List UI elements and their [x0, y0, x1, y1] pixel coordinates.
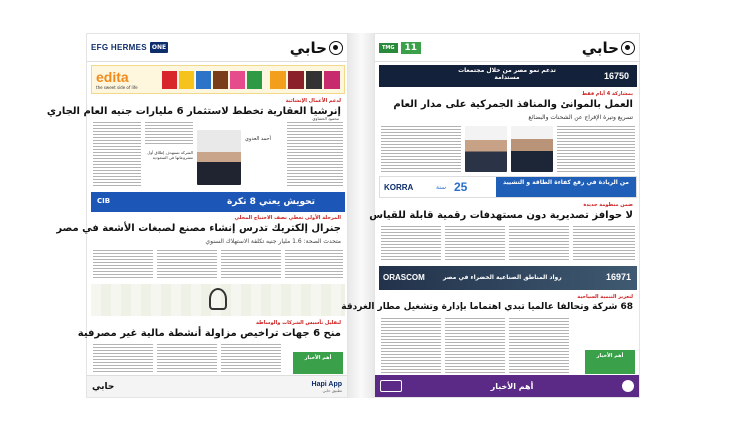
- right-green-box: أهم الأخبار: [585, 350, 635, 374]
- story2-column-1: [93, 250, 153, 280]
- seal-icon-right: [621, 41, 635, 55]
- story3-column-1: [93, 344, 153, 374]
- r-story1-photo-a: [465, 126, 507, 172]
- story3-column-3: [221, 344, 281, 374]
- story1-caption-b: الشركة تستهدف إطلاق أول مشروعاتها في السعودية: [147, 150, 193, 160]
- hapi-app-title: Hapi App: [311, 380, 342, 388]
- korra-ad: [379, 176, 637, 198]
- r-story1-column-2: [557, 126, 635, 172]
- madinaty-hotline: 16750: [603, 71, 629, 81]
- paper-logo-text-right: حابي: [581, 38, 619, 57]
- issue-number: 11: [401, 42, 422, 54]
- cib-ad-text: تحويش يعني 8 تكرة: [226, 197, 315, 207]
- r-story1-photo-b: [511, 126, 553, 172]
- story1-caption-a: أحمد العدوي: [245, 136, 271, 142]
- r-story2-column-3: [509, 226, 569, 262]
- r-story3-column-3: [509, 318, 569, 374]
- korra-years: 25: [454, 180, 468, 194]
- hapi-app-note: تطبيق حابي: [322, 387, 342, 393]
- paper-logo-right: [582, 39, 635, 57]
- story2-column-2: [157, 250, 217, 280]
- cib-logo: CIB: [97, 197, 111, 205]
- r-story3-headline: 68 شركة وتحالفا عالميا تبدي اهتماما بإدارة وتشغيل مطار الغردقة: [341, 302, 633, 312]
- madinaty-ad: [379, 65, 637, 87]
- story2-subtitle: متحدث الصحة: 1.6 مليار جنيه تكلفة الاستهلاك السنوي: [205, 238, 341, 245]
- edita-products: [162, 71, 262, 89]
- orascom-ad-text: رواد المناطق الصناعية الخضراء في مصر: [443, 274, 562, 281]
- story1-column-2: [145, 122, 193, 146]
- router-icon: [380, 380, 402, 392]
- edita-ad: [91, 65, 345, 94]
- r-story1-subtitle: تسريع وتيرة الإفراج عن الشحنات والبضائع: [528, 114, 633, 121]
- cib-ad: [91, 192, 345, 212]
- newspaper-spread: [46, 33, 640, 398]
- edita-slogan: the sweet side of life: [96, 85, 138, 90]
- efg-hermes-logo: [91, 42, 168, 53]
- right-footer-text: أهم الأخبار: [490, 381, 534, 391]
- story1-kicker: لدعم الأعمال الإنشائية: [285, 98, 341, 104]
- story2-headline: جنرال إلكتريك تدرس إنشاء مصنع لصبغات الأشعة في مصر: [56, 223, 341, 234]
- story1-photo: [197, 130, 241, 185]
- edita-brand: edita: [96, 69, 129, 85]
- r-story2-column-4: [573, 226, 635, 262]
- story2-column-3: [221, 250, 281, 280]
- story1-column-3: [287, 122, 343, 188]
- korra-ad-text: من الريادة في رفع كفاءة الطاقة و التشييد: [496, 177, 636, 197]
- tmg-badge: TMG: [379, 43, 398, 53]
- right-page: [341, 33, 640, 398]
- orascom-logo: ORASCOM: [383, 273, 425, 282]
- r-story1-headline: العمل بالموانئ والمنافذ الجمركية على مدار العام: [393, 99, 633, 110]
- korra-years-label: سنة: [436, 184, 447, 191]
- r-story3-column-2: [445, 318, 505, 374]
- paper-logo-text: حابي: [289, 38, 327, 57]
- hapi-app-block: [312, 381, 342, 393]
- edita-products-2: [270, 71, 340, 89]
- r-story2-column-2: [445, 226, 505, 262]
- story3-headline: منح 6 جهات تراخيص مزاولة أنشطة مالية غير مصرفية: [77, 328, 341, 339]
- r-story1-kicker: بمشاركة 4 أيام فقط: [581, 91, 633, 97]
- footer-paper-logo: حابي: [92, 381, 115, 392]
- left-footer: [87, 375, 347, 397]
- orascom-hotline: 16971: [605, 272, 631, 282]
- one-label: ONE: [151, 44, 167, 51]
- paper-logo-left: [290, 39, 343, 57]
- efg-brand: EFG HERMES: [91, 43, 147, 52]
- story2-kicker: المرحلة الأولى تغطي نصف الاحتياج المحلي: [234, 215, 341, 221]
- r-story2-kicker: ضمن منظومة جديدة: [583, 202, 633, 208]
- story3-kicker: لتقليل تأسيس الشركات والوساطة: [255, 320, 341, 326]
- r-story1-column-1: [381, 126, 461, 172]
- story2-column-4: [285, 250, 343, 280]
- issue-box: [379, 42, 421, 54]
- calligraphy-emblem: [209, 288, 227, 310]
- left-page: [46, 33, 348, 398]
- seal-icon: [329, 41, 343, 55]
- right-masthead: [375, 34, 639, 62]
- right-footer-ad: [375, 375, 639, 397]
- madinaty-ad-text: تدعم نمو مصر من خلال مجتمعات مستدامة: [458, 67, 556, 81]
- korra-logo: KORRA: [384, 183, 414, 192]
- left-green-box: أهم الأخبار: [293, 352, 343, 374]
- left-masthead: [87, 34, 347, 62]
- story3-column-2: [157, 344, 217, 374]
- r-story2-column-1: [381, 226, 441, 262]
- we-logo-icon: [622, 380, 634, 392]
- decorative-ad: [91, 284, 345, 316]
- r-story3-kicker: لتعزيز التنمية السياحية: [577, 294, 633, 300]
- story1-column-1: [93, 122, 141, 188]
- story1-author: محمود الحفناوي: [312, 116, 339, 121]
- orascom-ad: [379, 266, 637, 290]
- story1-headline: إنرشيا العقارية تخطط لاستثمار 6 مليارات جنيه العام الجاري: [46, 106, 341, 117]
- r-story2-headline: لا حوافز تصديرية دون مستهدفات رقمية قابلة للقياس: [369, 210, 633, 221]
- r-story3-column-1: [381, 318, 441, 374]
